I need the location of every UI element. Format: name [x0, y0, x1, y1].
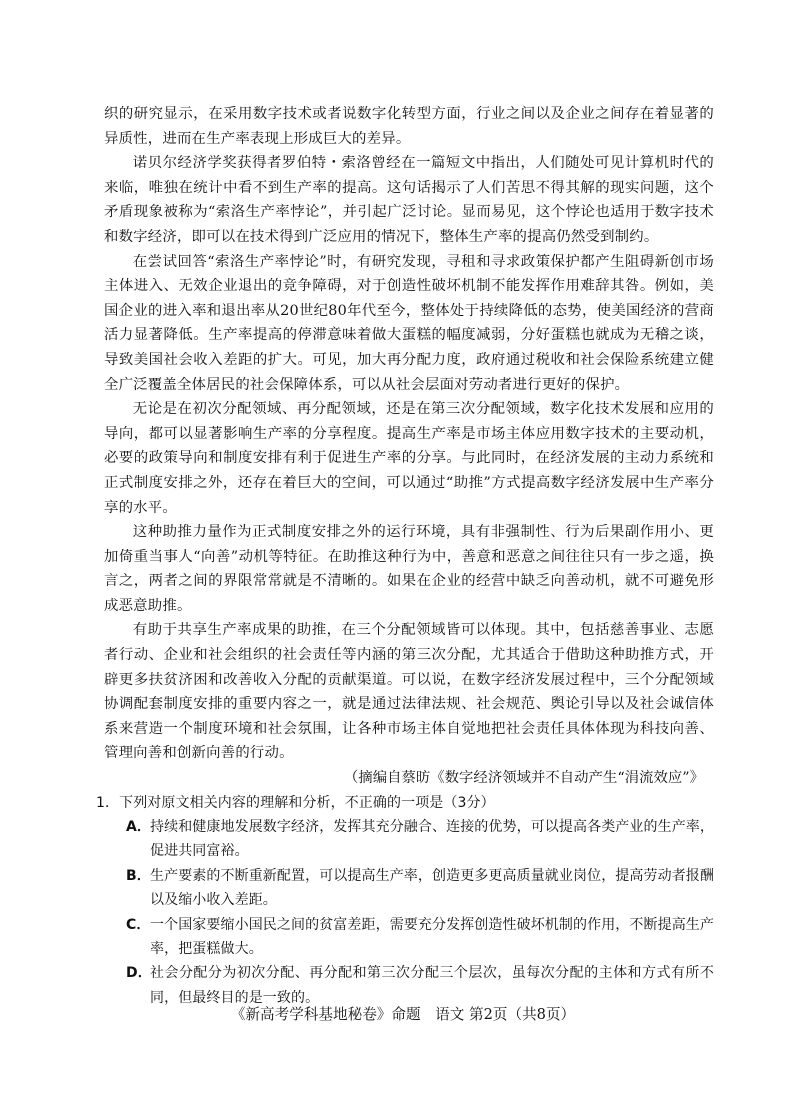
option-text: 社会分配分为初次分配、再分配和第三次分配三个层次，虽每次分配的主体和方式有所不同，但最终目的是一致的。 — [150, 965, 714, 1006]
option-letter: D． — [126, 965, 152, 982]
option-c — [126, 913, 714, 962]
option-letter: B． — [126, 867, 151, 884]
option-letter: A． — [126, 819, 152, 836]
page-content — [96, 102, 714, 1010]
article-paragraph-4: 无论是在初次分配领域、再分配领域，还是在第三次分配领域，数字化技术发展和应用的导向，都可以显著影响生产率的分享程度。提高生产率是市场主体应用数字技术的主要动机，必要的政策导向和制度安排有利于促进生产率的分享。与此同时，在经济发展的主动力系统和正式制度安排之外，还存在着巨大的空间，可以通过“助推”方式提高数字经济发展中生产率分享的水平。 — [104, 401, 714, 516]
article-paragraph-2: 诺贝尔经济学奖获得者罗伯特・索洛曾经在一篇短文中指出，人们随处可见计算机时代的来临，唯独在统计中看不到生产率的提高。这句话揭示了人们苦思不得其解的现实问题，这个矛盾现象被称为“索洛生产率悖论”，并引起广泛讨论。显而易见，这个悖论也适用于数字技术和数字经济，即可以在技术得到广泛应用的情况下，整体生产率的提高仍然受到制约。 — [104, 155, 714, 245]
option-text: 生产要素的不断重新配置，可以提高生产率，创造更多更高质量就业岗位，提高劳动者报酬以及缩小收入差距。 — [150, 867, 714, 909]
question-stem: 1．下列对原文相关内容的理解和分析，不正确的一项是（3分） — [96, 794, 495, 811]
article-paragraph-6: 有助于共享生产率成果的助推，在三个分配领域皆可以体现。其中，包括慈善事业、志愿者行动、企业和社会组织的社会责任等内涵的第三次分配，尤其适合于借助这种助推方式，开辟更多扶贫济困和改善收入分配的贡献渠道。可以说，在数字经济发展过程中，三个分配领域协调配套制度安排的重要内容之一，就是通过法律法规、社会规范、舆论引导以及社会诚信体系来营造一个制度环境和社会氛围，让各种市场主体自觉地把社会责任具体体现为科技向善、管理向善和创新向善的行动。 — [104, 622, 714, 762]
article-paragraph-3: 在尝试回答“索洛生产率悖论”时，有研究发现，寻租和寻求政策保护都产生阻碍新创市场主体进入、无效企业退出的竞争障碍，对于创造性破坏机制不能发挥作用难辞其咎。例如，美国企业的进入率和退出率从20世纪80年代至今，整体处于持续降低的态势，使美国经济的营商活力显著降低。生产率提高的停滞意味着做大蛋糕的幅度减弱，分好蛋糕也就成为无稽之谈，导致美国社会收入差距的扩大。可见，加大再分配力度，政府通过税收和社会保险系统建立健全广泛覆盖全体居民的社会保障体系，可以从社会层面对劳动者进行更好的保护。 — [104, 253, 714, 393]
article-source: （摘编自蔡昉《数字经济领域并不自动产生“涓流效应”》 — [343, 770, 704, 787]
option-text: 持续和健康地发展数字经济，发挥其充分融合、连接的优势，可以提高各类产业的生产率，促进共同富裕。 — [150, 819, 714, 860]
article-paragraph-1: 织的研究显示，在采用数字技术或者说数字化转型方面，行业之间以及企业之间存在着显著的异质性，进而在生产率表现上形成巨大的差异。 — [104, 106, 714, 147]
article — [104, 102, 714, 791]
option-text: 一个国家要缩小国民之间的贫富差距，需要充分发挥创造性破坏机制的作用，不断提高生产率，把蛋糕做大。 — [150, 916, 714, 958]
option-a — [126, 815, 714, 864]
article-paragraph-5: 这种助推力量作为正式制度安排之外的运行环境，具有非强制性、行为后果副作用小、更加倚重当事人“向善”动机等特征。在助推这种行为中，善意和恶意之间往往只有一步之遥，换言之，两者之间的界限常常就是不清晰的。如果在企业的经营中缺乏向善动机，就不可避免形成恶意助推。 — [104, 524, 714, 614]
page-footer: 《新高考学科基地秘卷》命题 语文 第2页（共8页） — [230, 1006, 576, 1023]
question-1 — [96, 791, 714, 1011]
option-b — [126, 864, 714, 913]
option-letter: C． — [126, 916, 151, 933]
